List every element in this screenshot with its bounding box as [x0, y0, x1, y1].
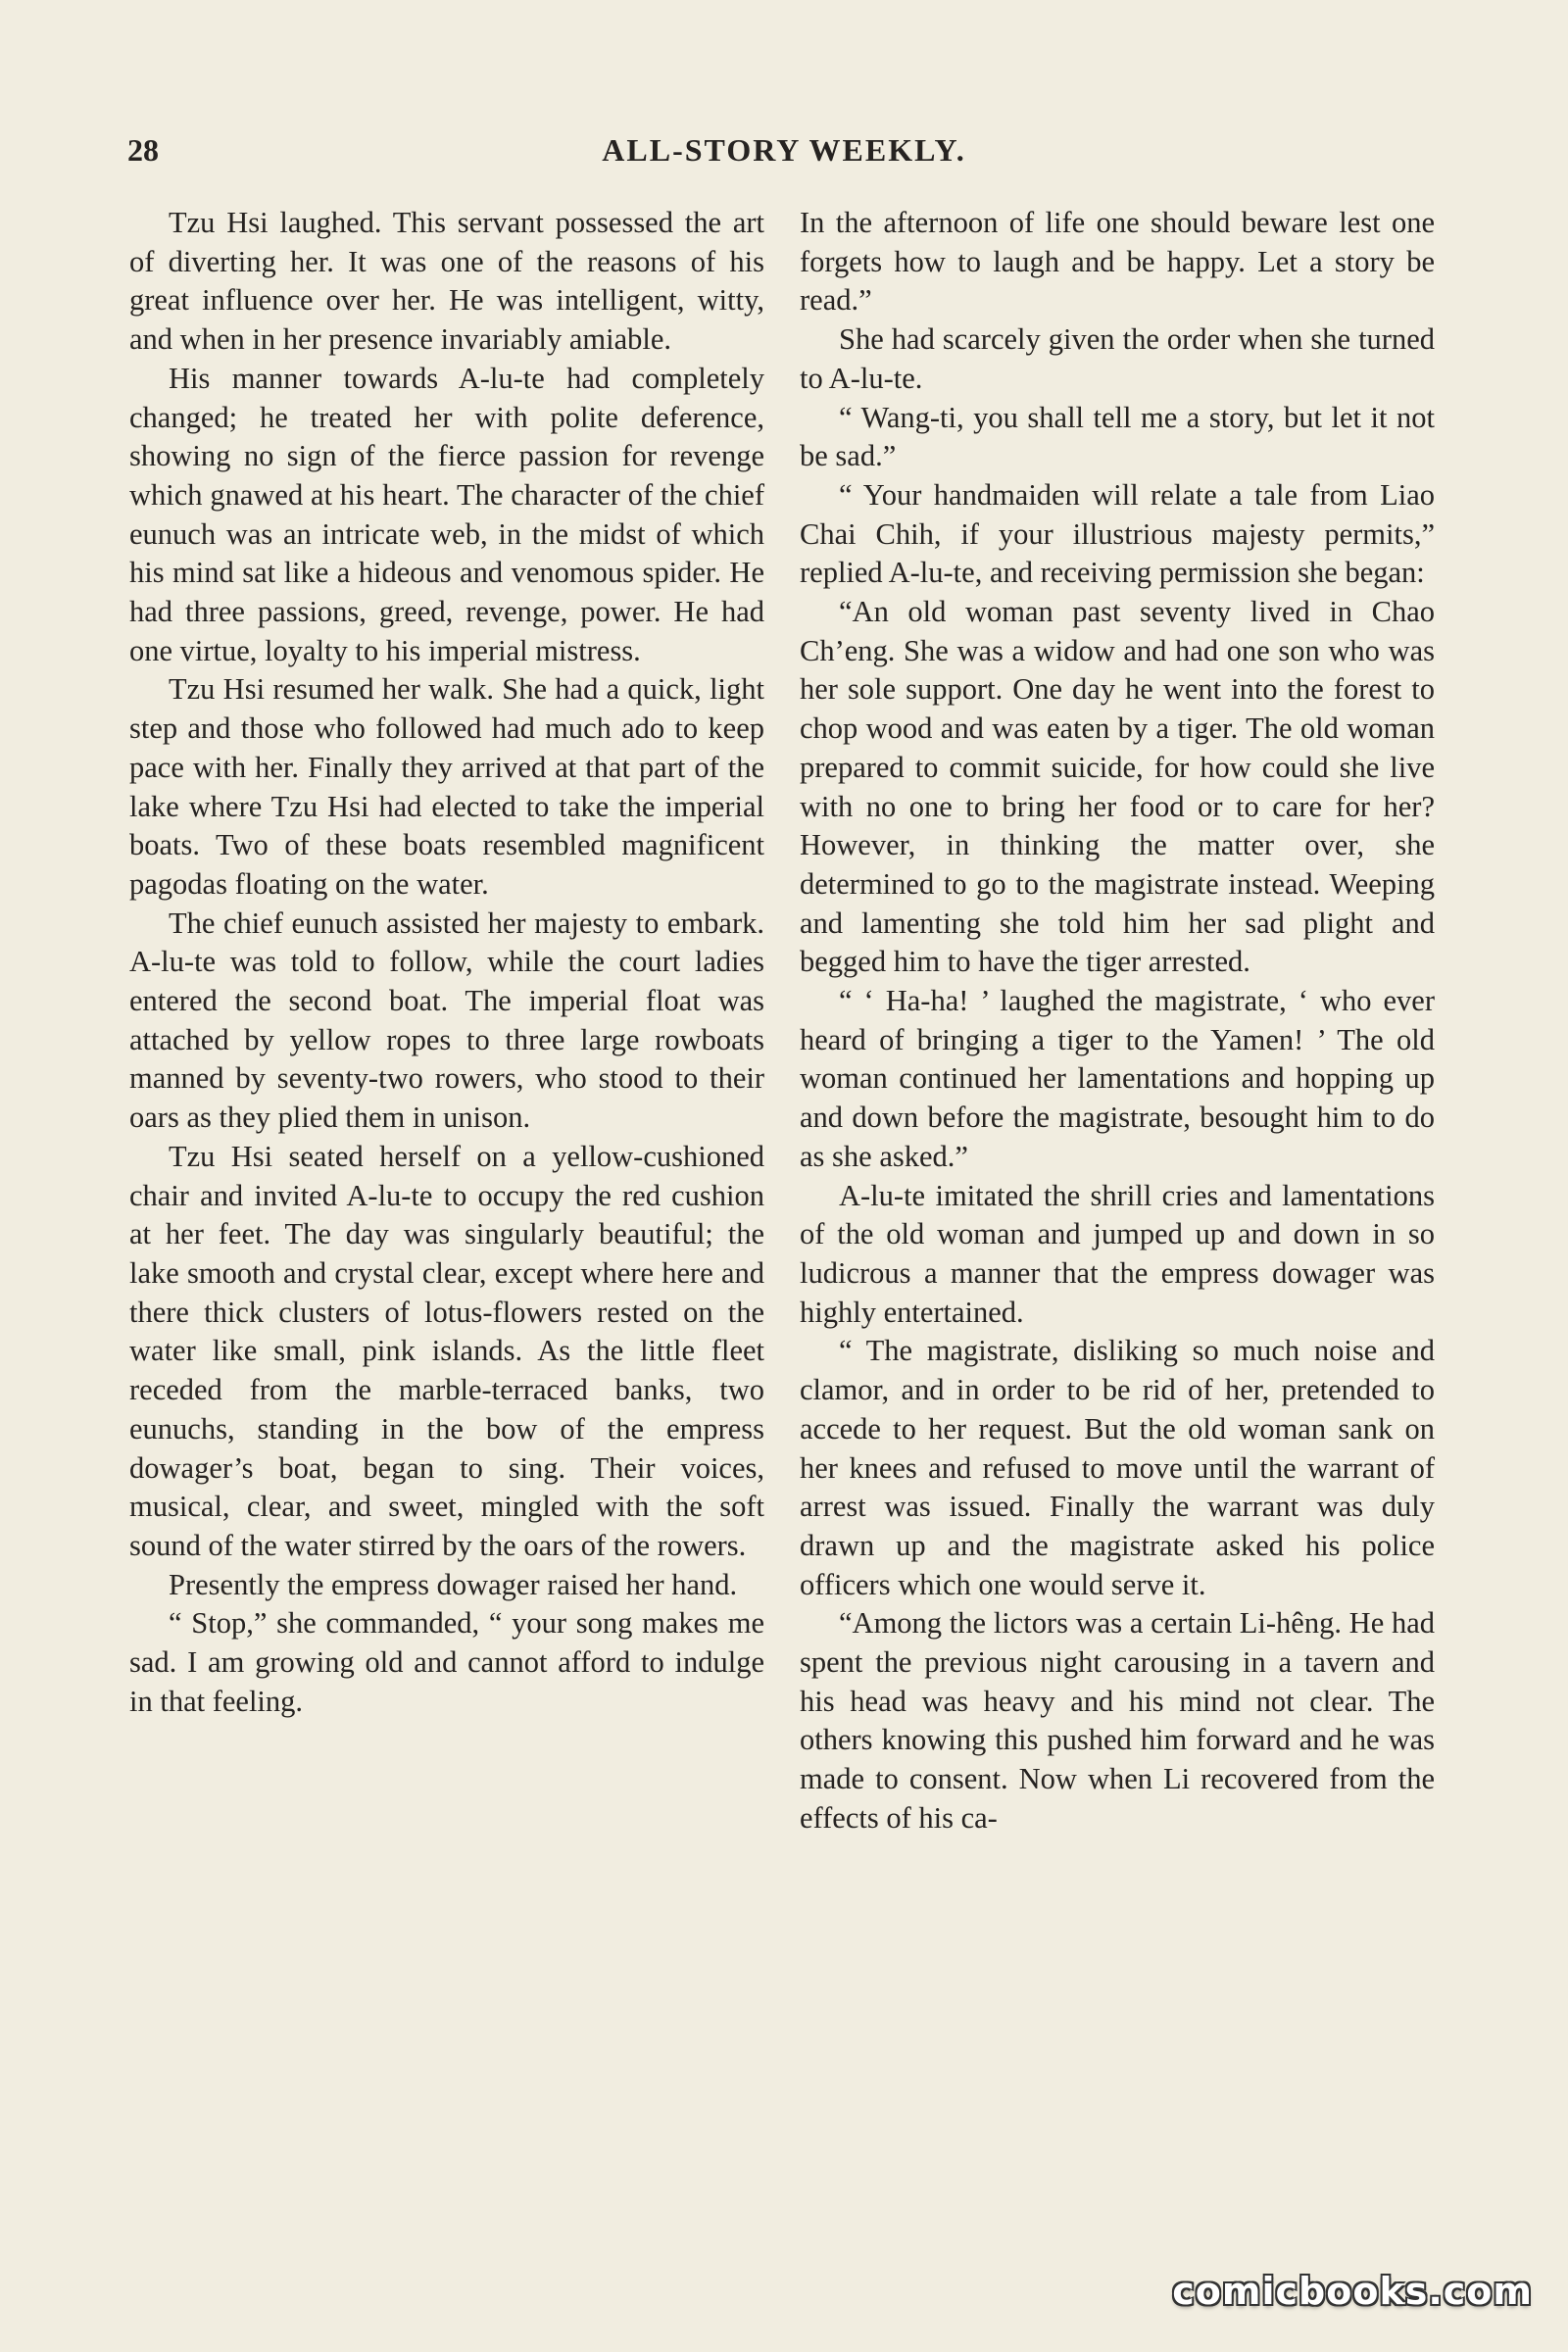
paragraph: “ The magistrate, disliking so much noise and clamor, and in order to be rid of her, pretended to accede to her request. But the old woman sank on her knees and refused to move until the warrant of arrest was issued. Finally the warrant was duly drawn up and the magistrate asked his police officers which one would serve it. [800, 1334, 1435, 1601]
paragraph: “ ‘ Ha-ha! ’ laughed the magistrate, ‘ who ever heard of bringing a tiger to the Yamen! ’ The old woman continued her lamentations and hopping up and down before the magistrate, besought him to do as she asked.” [800, 984, 1435, 1173]
paragraph: “An old woman past seventy lived in Chao Ch’eng. She was a widow and had one son who was her sole support. One day he went into the forest to chop wood and was eaten by a tiger. The old woman prepared to commit suicide, for how could she live with no one to bring her food or to care for her? However, in thinking the matter over, she determined to go to the magistrate instead. Weeping and lamenting she told him her sad plight and begged him to have the tiger arrested. [800, 595, 1435, 979]
right-column [800, 204, 1435, 1838]
page-number: 28 [127, 132, 159, 168]
paragraph: “ Your handmaiden will relate a tale from Liao Chai Chih, if your illustrious majesty permits,” replied A-lu-te, and receiving permission she began: [800, 477, 1435, 590]
paragraph: Presently the empress dowager raised her hand. [169, 1567, 738, 1601]
paragraph: “Among the lictors was a certain Li-hêng. He had spent the previous night carousing in a tavern and his head was heavy and his mind not clear. The others knowing this pushed him forward and he was made to consent. Now when Li recovered from the effects of his ca- [800, 1606, 1435, 1835]
running-title: ALL-STORY WEEKLY. [602, 132, 966, 168]
watermark: comicbooks.com [1172, 2270, 1533, 2313]
paragraph: Tzu Hsi resumed her walk. She had a quick, light step and those who followed had much ado to keep pace with her. Finally they arrived at that part of the lake where Tzu Hsi had elected to take the imperial boats. Two of these boats resembled magnificent pagodas floating on the water. [129, 672, 764, 901]
page-header [127, 132, 1441, 181]
paragraph: Tzu Hsi laughed. This servant possessed the art of diverting her. It was one of the reasons of his great influence over her. He was intelligent, witty, and when in her presence invariably amiable. [129, 206, 764, 357]
paragraph: The chief eunuch assisted her majesty to embark. A-lu-te was told to follow, while the court ladies entered the second boat. The imperial float was attached by yellow ropes to three large rowboats manned by seventy-two rowers, who stood to their oars as they plied them in unison. [129, 906, 764, 1135]
paragraph: A-lu-te imitated the shrill cries and lamentations of the old woman and jumped up and down in so ludicrous a manner that the empress dowager was highly entertained. [800, 1178, 1435, 1329]
paragraph: “ Stop,” she commanded, “ your song makes me sad. I am growing old and cannot afford to indulge in that feeling. [129, 1606, 764, 1718]
left-column [129, 204, 764, 1721]
paragraph: “ Wang-ti, you shall tell me a story, but let it not be sad.” [800, 400, 1435, 473]
paragraph: She had scarcely given the order when she turned to A-lu-te. [800, 322, 1435, 395]
paragraph: His manner towards A-lu-te had completely changed; he treated her with polite deference, showing no sign of the fierce passion for revenge which gnawed at his heart. The character of the chief eunuch was an intricate web, in the midst of which his mind sat like a hideous and venomous spider. He had three passions, greed, revenge, power. He had one virtue, loyalty to his imperial mistress. [129, 361, 764, 667]
paragraph: Tzu Hsi seated herself on a yellow-cushioned chair and invited A-lu-te to occupy the red cushion at her feet. The day was singularly beautiful; the lake smooth and crystal clear, except where here and there thick clusters of lotus-flowers rested on the water like small, pink islands. As the little fleet receded from the marble-terraced banks, two eunuchs, standing in the bow of the empress dowager’s boat, began to sing. Their voices, musical, clear, and sweet, mingled with the soft sound of the water stirred by the oars of the rowers. [129, 1139, 764, 1562]
paragraph-continued: In the afternoon of life one should beware lest one forgets how to laugh and be happy. Let a story be read.” [800, 206, 1435, 318]
